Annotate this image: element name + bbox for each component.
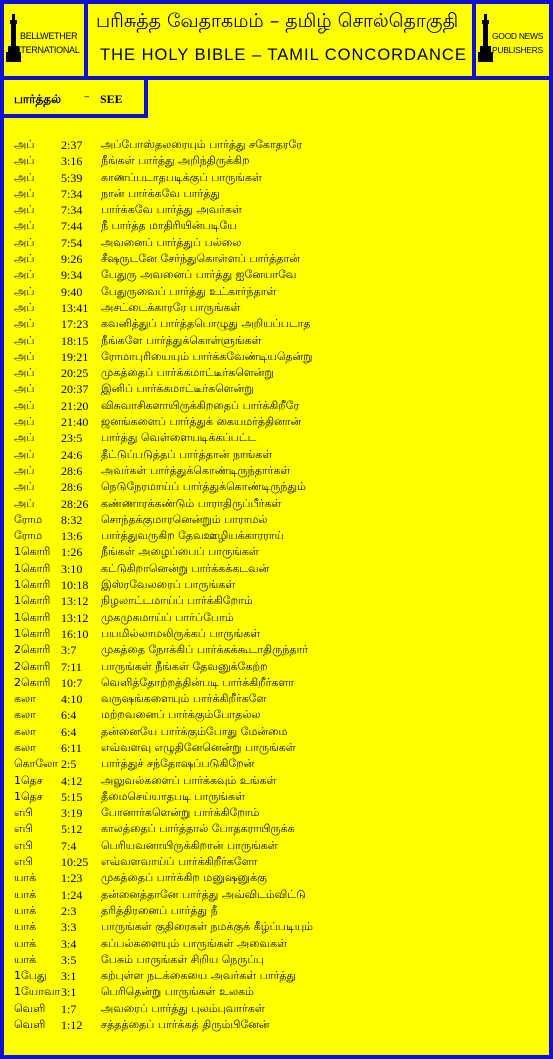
book-abbrev: கலா <box>14 708 36 722</box>
list-item <box>14 838 544 854</box>
list-item <box>14 724 544 740</box>
list-item <box>14 267 544 283</box>
verse-snippet: முகத்தை நோக்கிப் பார்க்கக்கூடாதிருந்தார் <box>101 643 309 657</box>
book-abbrev: அப் <box>14 480 35 494</box>
verse-reference: 28:26 <box>61 496 89 511</box>
list-item <box>14 952 544 968</box>
book-abbrev: 1கொரி <box>14 610 51 624</box>
book-abbrev: கலா <box>14 692 36 706</box>
verse-reference: 21:20 <box>61 398 89 413</box>
list-item <box>14 903 544 919</box>
verse-reference: 13:41 <box>61 300 89 315</box>
book-abbrev: ரோம <box>14 529 43 543</box>
verse-reference: 7:4 <box>61 838 77 853</box>
book-abbrev: யாக் <box>14 952 37 966</box>
list-item <box>14 316 544 332</box>
verse-snippet: கற்புள்ள நடக்கையை அவர்கள் பார்த்து <box>101 969 297 983</box>
book-abbrev: அப் <box>14 235 35 249</box>
list-item <box>14 218 544 234</box>
verse-reference: 23:5 <box>61 431 83 446</box>
book-abbrev: அப் <box>14 431 35 445</box>
verse-snippet: கண்ணாரக்கண்டும் பாராதிருப்பீர்கள் <box>101 496 282 510</box>
verse-reference: 9:34 <box>61 268 83 283</box>
book-abbrev: அப் <box>14 333 35 347</box>
verse-snippet: கவனித்துப் பார்த்தபொழுது அறியப்படாத <box>101 317 311 331</box>
book-abbrev: அப் <box>14 219 35 233</box>
book-abbrev: 2கொரி <box>14 675 51 689</box>
verse-reference: 5:12 <box>61 822 83 837</box>
list-item <box>14 968 544 984</box>
book-abbrev: வெளி <box>14 1018 46 1032</box>
heading-dash: – <box>84 90 90 103</box>
list-item <box>14 789 544 805</box>
right-logo-line2: PUBLISHERS <box>492 45 543 55</box>
verse-reference: 3:16 <box>61 154 83 169</box>
book-abbrev: 1கொரி <box>14 594 51 608</box>
verse-snippet: பயமில்லாமலிருக்கப் பாருங்கள் <box>101 626 261 640</box>
book-abbrev: கலா <box>14 740 36 754</box>
list-item <box>14 707 544 723</box>
verse-reference: 20:25 <box>61 366 89 381</box>
book-abbrev: அப் <box>14 252 35 266</box>
verse-snippet: முகமுகமாய்ப் பார்ப்போம் <box>101 610 234 624</box>
verse-reference: 8:32 <box>61 512 83 527</box>
book-abbrev: எபி <box>14 822 33 836</box>
verse-reference: 2:3 <box>61 903 77 918</box>
verse-reference: 3:19 <box>61 806 83 821</box>
verse-snippet: நான் பார்க்கவே பார்த்து <box>101 186 220 200</box>
list-item <box>14 821 544 837</box>
book-abbrev: அப் <box>14 203 35 217</box>
book-abbrev: அப் <box>14 398 35 412</box>
verse-reference: 6:4 <box>61 724 77 739</box>
verse-snippet: சீஷருடனே சேர்ந்துகொள்ளப் பார்த்தான் <box>101 252 300 266</box>
list-item <box>14 463 544 479</box>
verse-snippet: தன்னையே பார்க்கும்போது மேன்மை <box>101 724 288 738</box>
verse-snippet: நீ பார்த்த மாதிரியின்படியே <box>101 219 237 233</box>
list-item <box>14 284 544 300</box>
right-logo-line1: GOOD NEWS <box>492 31 544 41</box>
book-abbrev: யாக் <box>14 887 37 901</box>
verse-reference: 10:25 <box>61 855 89 870</box>
list-item <box>14 740 544 756</box>
book-abbrev: 1கொரி <box>14 626 51 640</box>
list-item <box>14 984 544 1000</box>
book-abbrev: அப் <box>14 284 35 298</box>
list-item <box>14 235 544 251</box>
book-abbrev: அப் <box>14 447 35 461</box>
list-item <box>14 414 544 430</box>
verse-reference: 3:10 <box>61 561 83 576</box>
book-abbrev: எபி <box>14 838 33 852</box>
verse-reference: 19:21 <box>61 349 89 364</box>
verse-snippet: தீட்டுப்படுத்தப் பார்த்தான் நாங்கள் <box>101 447 273 461</box>
verse-snippet: வெளித்தோற்றத்தின்படி பார்க்கிறீர்களா <box>101 675 295 689</box>
verse-snippet: நீங்கள் அழைப்பைப் பாருங்கள் <box>101 545 259 559</box>
book-abbrev: 1கொரி <box>14 545 51 559</box>
verse-snippet: எவ்வளவு எழுதினேனென்று பாருங்கள் <box>101 740 296 754</box>
verse-reference: 7:54 <box>61 235 83 250</box>
book-abbrev: ரோம <box>14 512 43 526</box>
verse-reference: 3:7 <box>61 643 77 658</box>
title-english: THE HOLY BIBLE – TAMIL CONCORDANCE <box>100 46 467 64</box>
list-item <box>14 153 544 169</box>
verse-reference: 7:34 <box>61 203 83 218</box>
verse-reference: 28:6 <box>61 480 83 495</box>
list-item <box>14 642 544 658</box>
list-item <box>14 691 544 707</box>
verse-snippet: இனிப் பார்க்கமாட்டீர்களென்று <box>101 382 254 396</box>
verse-snippet: மற்றவனைப் பார்க்கும்போதல்ல <box>101 708 261 722</box>
verse-snippet: காணப்படாதபடிக்குப் பாருங்கள் <box>101 170 262 184</box>
heading-tamil: பார்த்தல் <box>14 92 62 106</box>
verse-snippet: அசட்டைக்காரரே பாருங்கள் <box>101 300 241 314</box>
verse-reference: 3:5 <box>61 952 77 967</box>
list-item <box>14 936 544 952</box>
left-logo-line2: INTERNATIONAL <box>12 45 80 55</box>
list-item <box>14 381 544 397</box>
verse-snippet: ஜனங்களைப் பார்த்துக் கையமர்த்தினான் <box>101 415 302 429</box>
book-abbrev: அப் <box>14 415 35 429</box>
verse-reference: 2:37 <box>61 138 83 152</box>
heading-english: SEE <box>100 92 123 106</box>
verse-reference: 13:12 <box>61 610 89 625</box>
verse-reference: 6:11 <box>61 740 82 755</box>
verse-snippet: சொந்தக்குமாரனென்றும் பாராமல் <box>101 512 268 526</box>
book-abbrev: 2கொரி <box>14 643 51 657</box>
book-abbrev: 1தெச <box>14 773 43 787</box>
list-item <box>14 593 544 609</box>
book-abbrev: அப் <box>14 186 35 200</box>
list-item <box>14 202 544 218</box>
list-item <box>14 349 544 365</box>
list-item <box>14 887 544 903</box>
list-item <box>14 1001 544 1017</box>
verse-snippet: பாருங்கள் நீங்கள் தேவனுக்கேற்ற <box>101 659 268 673</box>
verse-snippet: நெடுநேரமாய்ப் பார்த்துக்கொண்டிருந்தும் <box>101 480 306 494</box>
verse-snippet: காலத்தைப் பார்த்தால் போதகராயிருக்க <box>101 822 295 836</box>
book-abbrev: அப் <box>14 382 35 396</box>
verse-reference: 13:6 <box>61 529 83 544</box>
list-item <box>14 496 544 512</box>
verse-snippet: பார்க்கவே பார்த்து அவர்கள் <box>101 203 242 217</box>
verse-snippet: இஸ்ரவேலரைப் பாருங்கள் <box>101 578 236 592</box>
book-abbrev: யாக் <box>14 903 37 917</box>
book-abbrev: அப் <box>14 154 35 168</box>
verse-reference: 10:7 <box>61 675 83 690</box>
book-abbrev: அப் <box>14 317 35 331</box>
verse-snippet: பாருங்கள் குதிரைகள் நமக்குக் கீழ்ப்படியும் <box>101 920 313 934</box>
book-abbrev: யாக் <box>14 936 37 950</box>
verse-reference: 3:4 <box>61 936 77 951</box>
verse-snippet: தன்னைத்தானே பார்த்து அவ்விடம்விட்டு <box>101 887 306 901</box>
verse-snippet: பேதுருவைப் பார்த்து உட்கார்ந்தாள் <box>101 284 277 298</box>
verse-reference: 16:10 <box>61 626 89 641</box>
verse-snippet: போனார்களென்று பார்க்கிறோம் <box>101 806 260 820</box>
verse-snippet: விசுவாசிகளாயிருக்கிறதைப் பார்க்கிறீரே <box>101 398 300 412</box>
verse-snippet: நிழலாட்டமாய்ப் பார்க்கிறோம் <box>101 594 253 608</box>
book-abbrev: அப் <box>14 268 35 282</box>
list-item <box>14 577 544 593</box>
verse-reference: 20:37 <box>61 382 89 397</box>
list-item <box>14 137 544 153</box>
verse-snippet: சத்தத்தைப் பார்க்கத் திரும்பினேன் <box>101 1018 270 1032</box>
verse-reference: 2:5 <box>61 757 77 772</box>
book-abbrev: 1யோவா <box>14 985 61 999</box>
verse-reference: 3:3 <box>61 920 77 935</box>
book-abbrev: கலா <box>14 724 36 738</box>
list-item <box>14 870 544 886</box>
verse-snippet: முகத்தைப் பார்க்கமாட்டீர்களென்று <box>101 366 274 380</box>
concordance-list <box>14 137 544 1033</box>
verse-snippet: நீங்கள் பார்த்து அறிந்திருக்கிற <box>101 154 250 168</box>
list-item <box>14 1017 544 1033</box>
verse-reference: 9:26 <box>61 252 83 267</box>
list-item <box>14 854 544 870</box>
book-abbrev: அப் <box>14 138 35 151</box>
book-abbrev: அப் <box>14 170 35 184</box>
verse-snippet: வருஷங்களையும் பார்க்கிறீர்களே <box>101 692 267 706</box>
list-item <box>14 398 544 414</box>
list-item <box>14 251 544 267</box>
verse-reference: 24:6 <box>61 447 83 462</box>
list-item <box>14 610 544 626</box>
book-abbrev: எபி <box>14 806 33 820</box>
verse-reference: 28:6 <box>61 463 83 478</box>
verse-reference: 1:24 <box>61 887 83 902</box>
book-abbrev: வெளி <box>14 1001 46 1015</box>
verse-reference: 3:1 <box>61 969 77 984</box>
list-item <box>14 430 544 446</box>
list-item <box>14 659 544 675</box>
verse-reference: 3:1 <box>61 985 77 1000</box>
verse-reference: 6:4 <box>61 708 77 723</box>
verse-snippet: தரித்திரனைப் பார்த்து நீ <box>101 903 218 917</box>
verse-reference: 17:23 <box>61 317 89 332</box>
verse-snippet: அப்போஸ்தலரையும் பார்த்து சகோதரரே <box>101 138 303 151</box>
book-abbrev: யாக் <box>14 920 37 934</box>
verse-snippet: ரோமாபுரியையும் பார்க்கவேண்டியதென்று <box>101 349 313 363</box>
verse-reference: 1:7 <box>61 1001 77 1016</box>
book-abbrev: 1தெச <box>14 789 43 803</box>
verse-reference: 9:40 <box>61 284 83 299</box>
list-item <box>14 365 544 381</box>
list-item <box>14 333 544 349</box>
book-abbrev: 1பேது <box>14 969 47 983</box>
list-item <box>14 300 544 316</box>
list-item <box>14 447 544 463</box>
verse-snippet: பார்த்துச் சந்தோஷப்படுகிறேன் <box>101 757 255 771</box>
title-tamil: பரிசுத்த வேதாகமம் – தமிழ் சொல்தொகுதி <box>96 10 459 32</box>
list-item <box>14 544 544 560</box>
verse-reference: 1:23 <box>61 871 83 886</box>
verse-snippet: அவர்கள் பார்த்துக்கொண்டிருந்தார்கள் <box>101 463 291 477</box>
verse-snippet: பேதுரு அவனைப் பார்த்து ஐனேயாவே <box>101 268 297 282</box>
verse-reference: 4:12 <box>61 773 83 788</box>
left-logo-line1: BELLWETHER <box>20 31 78 41</box>
verse-reference: 10:18 <box>61 578 89 593</box>
verse-reference: 7:11 <box>61 659 82 674</box>
verse-reference: 1:12 <box>61 1018 83 1033</box>
verse-reference: 4:10 <box>61 692 83 707</box>
verse-reference: 13:12 <box>61 594 89 609</box>
list-item <box>14 756 544 772</box>
list-item <box>14 805 544 821</box>
list-item <box>14 919 544 935</box>
verse-snippet: அவரைப் பார்த்து புலம்புவார்கள் <box>101 1001 265 1015</box>
book-abbrev: அப் <box>14 349 35 363</box>
book-abbrev: அப் <box>14 366 35 380</box>
list-item <box>14 186 544 202</box>
verse-reference: 7:34 <box>61 186 83 201</box>
list-item <box>14 773 544 789</box>
book-abbrev: 1கொரி <box>14 561 51 575</box>
list-item <box>14 528 544 544</box>
verse-snippet: பார்த்து வெள்ளையடிக்கப்பட்ட <box>101 431 257 445</box>
verse-reference: 7:44 <box>61 219 83 234</box>
bellwether-logo <box>6 14 84 68</box>
verse-snippet: நீங்களே பார்த்துக்கொள்ளுங்கள் <box>101 333 262 347</box>
list-item <box>14 626 544 642</box>
verse-reference: 1:26 <box>61 545 83 560</box>
verse-snippet: கட்டுகிறானென்று பார்க்கக்கடவன் <box>101 561 270 575</box>
verse-snippet: பார்த்துவருகிற தேவஊழியக்காரராய் <box>101 529 285 543</box>
verse-reference: 21:40 <box>61 415 89 430</box>
list-item <box>14 479 544 495</box>
book-abbrev: கொலோ <box>14 757 59 771</box>
book-abbrev: அப் <box>14 463 35 477</box>
book-abbrev: யாக் <box>14 871 37 885</box>
verse-snippet: அவனைப் பார்த்துப் பல்லை <box>101 235 242 249</box>
verse-snippet: பேசும் பாருங்கள் சிறிய நெருப்பு <box>101 952 264 966</box>
verse-reference: 5:39 <box>61 170 83 185</box>
book-abbrev: அப் <box>14 496 35 510</box>
list-item <box>14 512 544 528</box>
verse-reference: 18:15 <box>61 333 89 348</box>
verse-snippet: பெரிதென்று பாருங்கள் உலகம் <box>101 985 254 999</box>
verse-reference: 5:15 <box>61 789 83 804</box>
list-item <box>14 170 544 186</box>
list-item <box>14 675 544 691</box>
verse-snippet: கப்பல்களையும் பாருங்கள் அவைகள் <box>101 936 288 950</box>
verse-snippet: எவ்வளவாய்ப் பார்க்கிறீர்களோ <box>101 855 258 869</box>
good-news-logo <box>478 14 553 68</box>
verse-snippet: அலுவல்களைப் பார்க்கவும் உங்கள் <box>101 773 277 787</box>
book-abbrev: 1கொரி <box>14 578 51 592</box>
verse-snippet: பெரியவனாயிருக்கிறான் பாருங்கள் <box>101 838 278 852</box>
book-abbrev: எபி <box>14 855 33 869</box>
list-item <box>14 561 544 577</box>
verse-snippet: முகத்தைப் பார்க்கிற மனுஷனுக்கு <box>101 871 267 885</box>
book-abbrev: அப் <box>14 300 35 314</box>
book-abbrev: 2கொரி <box>14 659 51 673</box>
verse-snippet: தீமைசெய்யாதபடி பாருங்கள் <box>101 789 246 803</box>
